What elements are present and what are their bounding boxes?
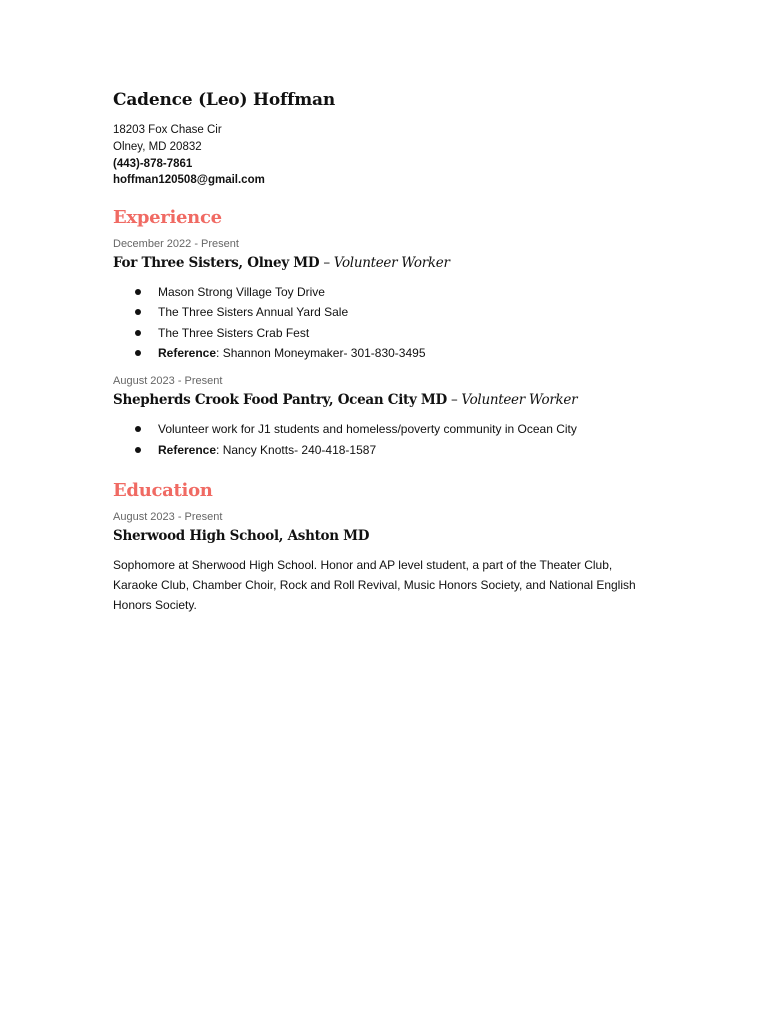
email-address: hoffman120508@gmail.com: [113, 174, 265, 187]
reference-value: : Shannon Moneymaker- 301-830-3495: [216, 346, 426, 361]
list-item: [113, 419, 673, 439]
phone-number: (443)-878-7861: [113, 157, 193, 170]
bullet-icon: [135, 330, 141, 336]
bullet-icon: [135, 350, 141, 356]
experience-heading: Experience: [113, 207, 222, 229]
education-heading: Education: [113, 479, 213, 501]
reference-label: Reference: [158, 346, 217, 361]
experience-2-date: August 2023 - Present: [113, 375, 223, 388]
experience-2-title: [113, 390, 673, 410]
experience-1-organization: For Three Sisters, Olney MD: [113, 255, 320, 272]
experience-2-list: [113, 419, 673, 460]
experience-1-separator: –: [319, 255, 334, 272]
list-item-text: The Three Sisters Annual Yard Sale: [158, 305, 349, 320]
bullet-icon: [135, 447, 141, 453]
list-item-text: Volunteer work for J1 students and homeless/poverty community in Ocean City: [158, 422, 577, 437]
experience-1-list: [113, 282, 673, 363]
list-item-text: The Three Sisters Crab Fest: [158, 325, 310, 340]
address-line-1: 18203 Fox Chase Cir: [113, 124, 222, 136]
education-description: Sophomore at Sherwood High School. Honor and AP level student, a part of the Theater Club, Karaoke Club, Chamber Choir, Rock and Roll Revival, Music Honors Society, and National English Honors Society.: [113, 557, 636, 612]
list-item-text: Mason Strong Village Toy Drive: [158, 285, 325, 300]
education-date: August 2023 - Present: [113, 510, 223, 523]
applicant-name: Cadence (Leo) Hoffman: [113, 90, 335, 110]
experience-2-organization: Shepherds Crook Food Pantry, Ocean City MD: [113, 392, 447, 409]
list-item: [113, 282, 673, 302]
experience-1-date: December 2022 - Present: [113, 238, 239, 251]
experience-2-role: Volunteer Worker: [461, 392, 578, 409]
experience-1-role: Volunteer Worker: [333, 255, 450, 272]
bullet-icon: [135, 289, 141, 295]
education-school: Sherwood High School, Ashton MD: [113, 527, 370, 544]
list-item: [113, 343, 673, 363]
bullet-icon: [135, 426, 141, 432]
list-item: [113, 323, 673, 343]
list-item: [113, 302, 673, 322]
address-line-2: Olney, MD 20832: [113, 140, 202, 153]
list-item: [113, 440, 673, 460]
experience-2-separator: –: [446, 392, 462, 409]
resume-content: [113, 88, 673, 615]
bullet-icon: [135, 309, 141, 315]
experience-1-title: [113, 253, 673, 273]
reference-label: Reference: [158, 442, 217, 457]
reference-value: : Nancy Knotts- 240-418-1587: [216, 442, 377, 457]
